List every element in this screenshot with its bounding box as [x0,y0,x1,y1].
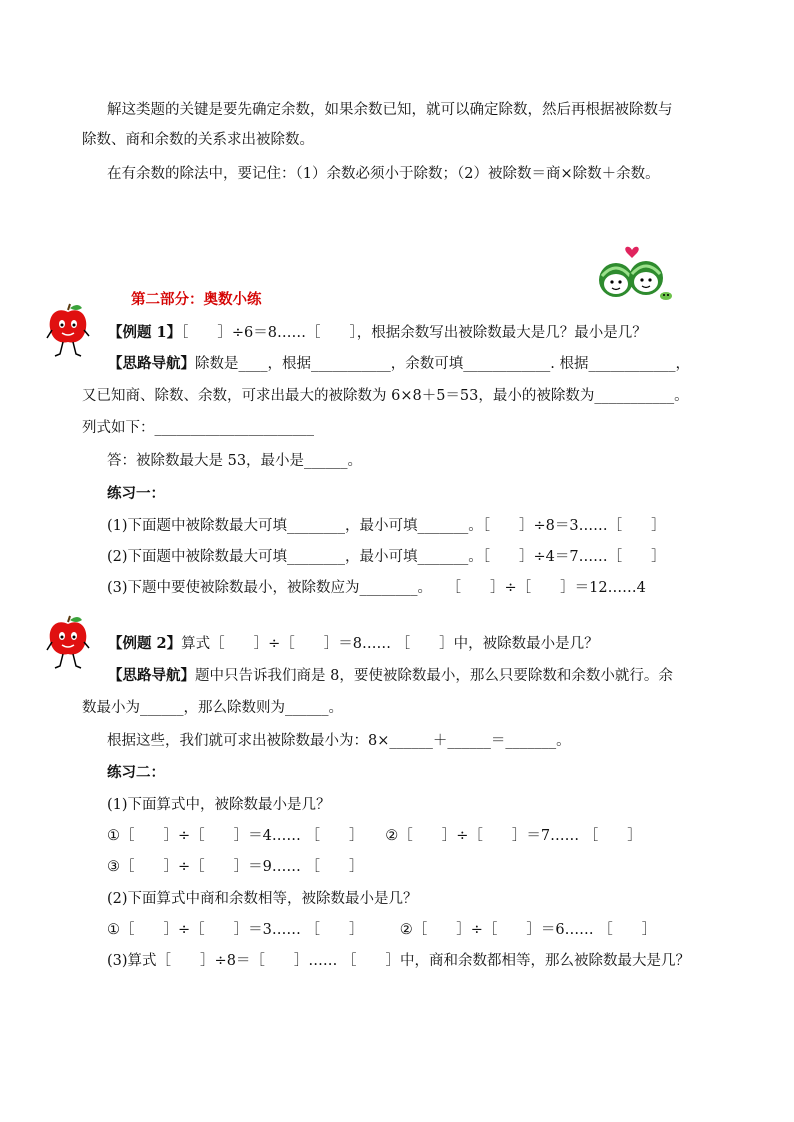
example1-guide-1 [108,354,690,374]
example2-guide-label: 【思路导航】 [108,667,195,684]
example2-guide-1 [108,666,673,686]
practice2-label: 练习二： [107,764,165,781]
example1-text: ［ ］÷6＝8……［ ］，根据余数写出被除数最大是几？最小是几？ [181,325,647,341]
example1-guide-text: 除数是____，根据___________，余数可填____________. 根据____________， [195,356,690,372]
intro-line-1: 解这类题的关键是要先确定余数，如果余数已知，就可以确定除数，然后再根据被除数与 [107,102,673,118]
example1-label: 【例题 1】 [108,324,182,341]
intro-line-2: 除数、商和余数的关系求出被除数。 [82,132,314,148]
example2-guide-text: 题中只告诉我们商是 8，要使被除数最小，那么只要除数和余数小就行。余 [195,668,673,684]
example2-question [108,634,599,654]
practice1-q2: (2)下面题中被除数最大可填________，最小可填_______。［ ］÷4＝7……［ ］ [107,549,666,565]
section-title: 第二部分：奥数小练 [131,291,262,308]
example1-answer: 答：被除数最大是 53，最小是______。 [107,453,363,469]
example2-label: 【例题 2】 [108,635,182,652]
practice2-q1-items-b: ③［ ］÷［ ］＝9…… ［ ］ [107,859,364,875]
practice2-q1-items-a: ①［ ］÷［ ］＝4…… ［ ］ ②［ ］÷［ ］＝7…… ［ ］ [107,828,642,844]
practice1-label: 练习一： [107,485,165,502]
apple-mascot-icon [46,302,90,360]
watermelon-couple-icon [594,244,674,306]
practice2-q3: (3)算式［ ］÷8＝［ ］…… ［ ］中，商和余数都相等，那么被除数最大是几？ [107,953,691,969]
example2-guide-2: 数最小为______，那么除数则为______。 [82,700,343,716]
example1-guide-label: 【思路导航】 [108,355,195,372]
practice1-q3: (3)下题中要使被除数最小，被除数应为________。 ［ ］÷［ ］＝12……4 [107,580,646,596]
example2-calc: 根据这些，我们就可求出被除数最小为：8×______＋______＝_______。 [107,733,571,749]
practice2-q1: (1)下面算式中，被除数最小是几？ [107,797,331,813]
practice1-q1: (1)下面题中被除数最大可填________，最小可填_______。［ ］÷8＝3……［ ］ [107,518,666,534]
example2-text: 算式［ ］÷［ ］＝8…… ［ ］中，被除数最小是几？ [181,636,599,652]
intro-rule: 在有余数的除法中，要记住：（1）余数必须小于除数；（2）被除数＝商×除数＋余数。 [107,166,660,182]
apple-mascot-icon [46,614,90,672]
example1-formula: 列式如下：______________________ [82,420,314,436]
practice2-q2-items: ①［ ］÷［ ］＝3…… ［ ］ ②［ ］÷［ ］＝6…… ［ ］ [107,922,657,938]
example1-guide-2: 又已知商、除数、余数，可求出最大的被除数为 6×8＋5＝53，最小的被除数为___________。 [82,388,689,404]
example1-question [108,323,647,343]
practice2-q2: (2)下面算式中商和余数相等，被除数最小是几？ [107,891,418,907]
